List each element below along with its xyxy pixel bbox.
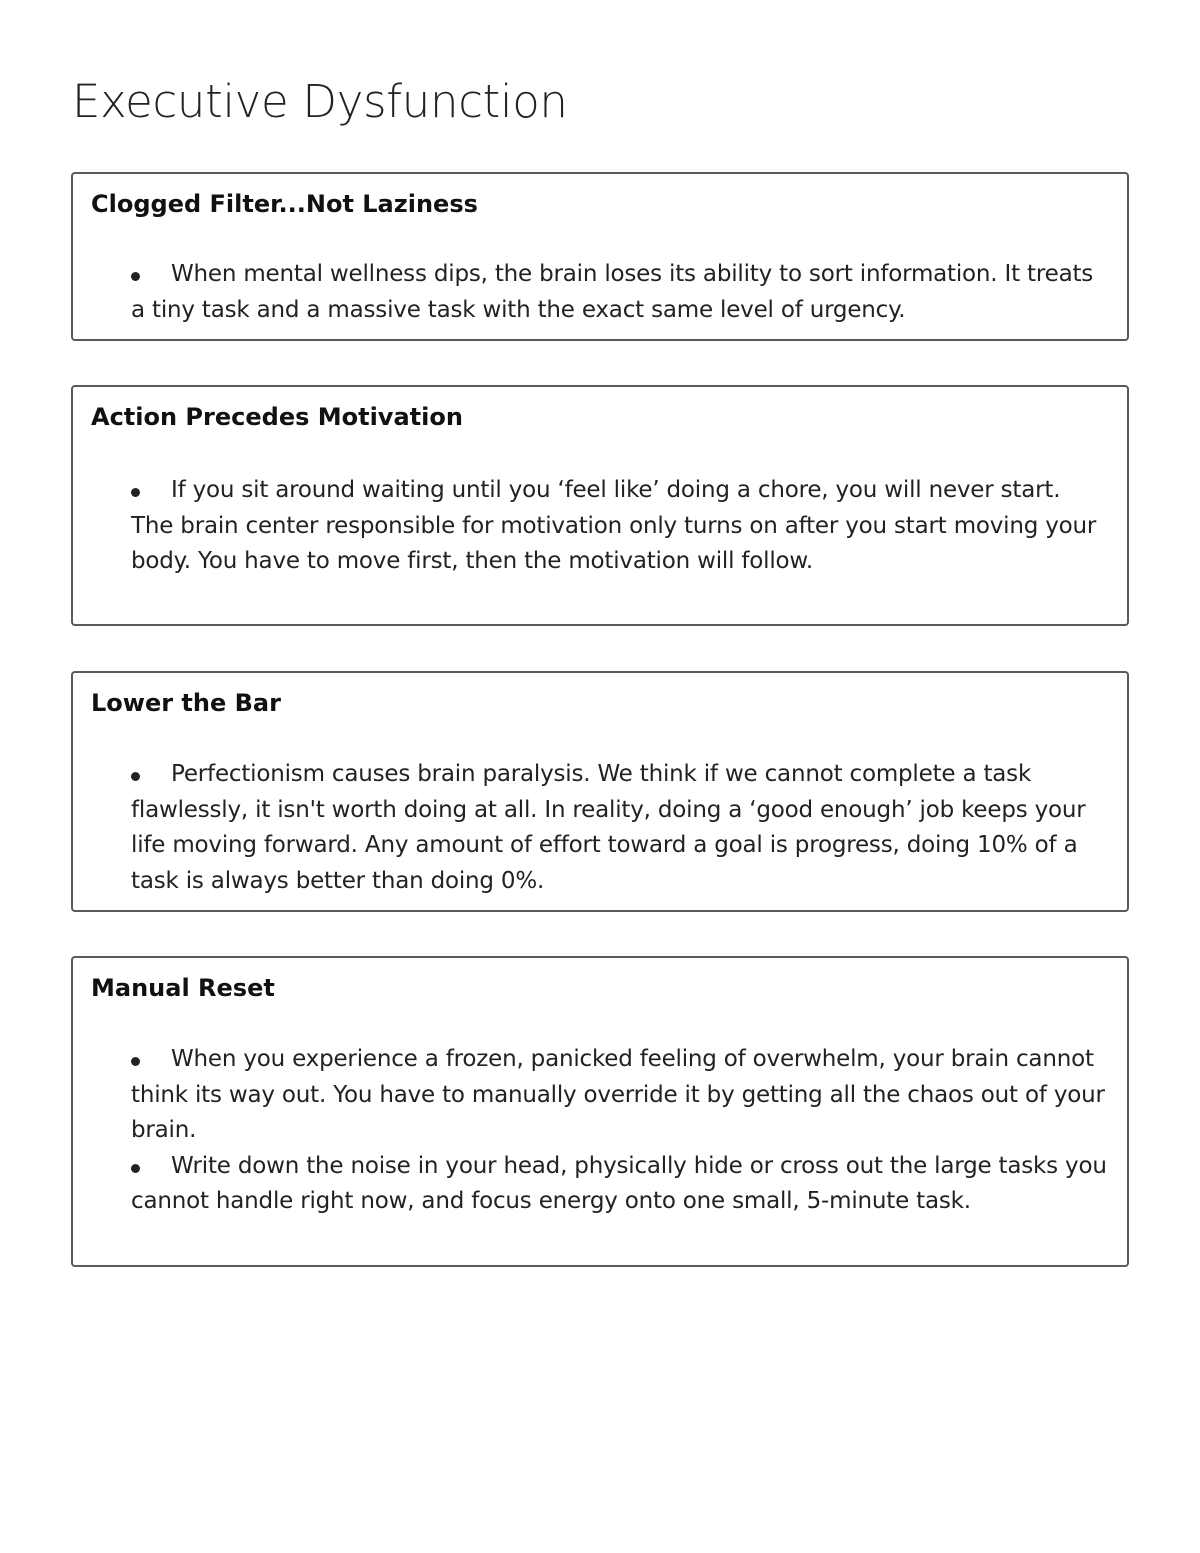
bullet-icon [131, 488, 140, 497]
bullet-icon [131, 1057, 140, 1066]
bullet-icon [131, 1164, 140, 1173]
bullet-text: When you experience a frozen, panicked feeling of overwhelm, your brain cannot think its way out. You have to manually override it by getting all the chaos out of your brain. [131, 1046, 1105, 1143]
page-title: Executive Dysfunction [72, 75, 568, 128]
section-heading: Manual Reset [91, 974, 275, 1002]
list-item [131, 1042, 1107, 1149]
bullet-text: Write down the noise in your head, physically hide or cross out the large tasks you cannot handle right now, and focus energy onto one small, 5-minute task. [131, 1152, 1107, 1214]
list-item [131, 257, 1107, 328]
section-heading: Clogged Filter...Not Laziness [91, 190, 478, 218]
section-heading: Action Precedes Motivation [91, 403, 463, 431]
section-card-manual-reset [71, 956, 1129, 1267]
bullet-text: If you sit around waiting until you ‘feel like’ doing a chore, you will never start. The brain center responsible for motivation only turns on after you start moving your body. You have to move first, then the motivation will follow. [131, 477, 1097, 574]
section-card-action-precedes-motivation [71, 385, 1129, 626]
list-item [131, 757, 1107, 899]
bullet-icon [131, 272, 140, 281]
bullet-list [131, 1042, 1107, 1220]
list-item [131, 473, 1107, 580]
bullet-text: When mental wellness dips, the brain loses its ability to sort information. It treats a tiny task and a massive task with the exact same level of urgency. [131, 261, 1094, 323]
bullet-text: Perfectionism causes brain paralysis. We think if we cannot complete a task flawlessly, it isn't worth doing at all. In reality, doing a ‘good enough’ job keeps your life moving forward. Any amount of effort toward a goal is progress, doing 10% of a task is always better than doing 0%. [131, 761, 1086, 894]
section-card-clogged-filter [71, 172, 1129, 341]
section-card-lower-the-bar [71, 671, 1129, 912]
bullet-icon [131, 772, 140, 781]
section-heading: Lower the Bar [91, 689, 281, 717]
bullet-list [131, 757, 1107, 899]
bullet-list [131, 473, 1107, 580]
list-item [131, 1149, 1107, 1220]
bullet-list [131, 257, 1107, 328]
